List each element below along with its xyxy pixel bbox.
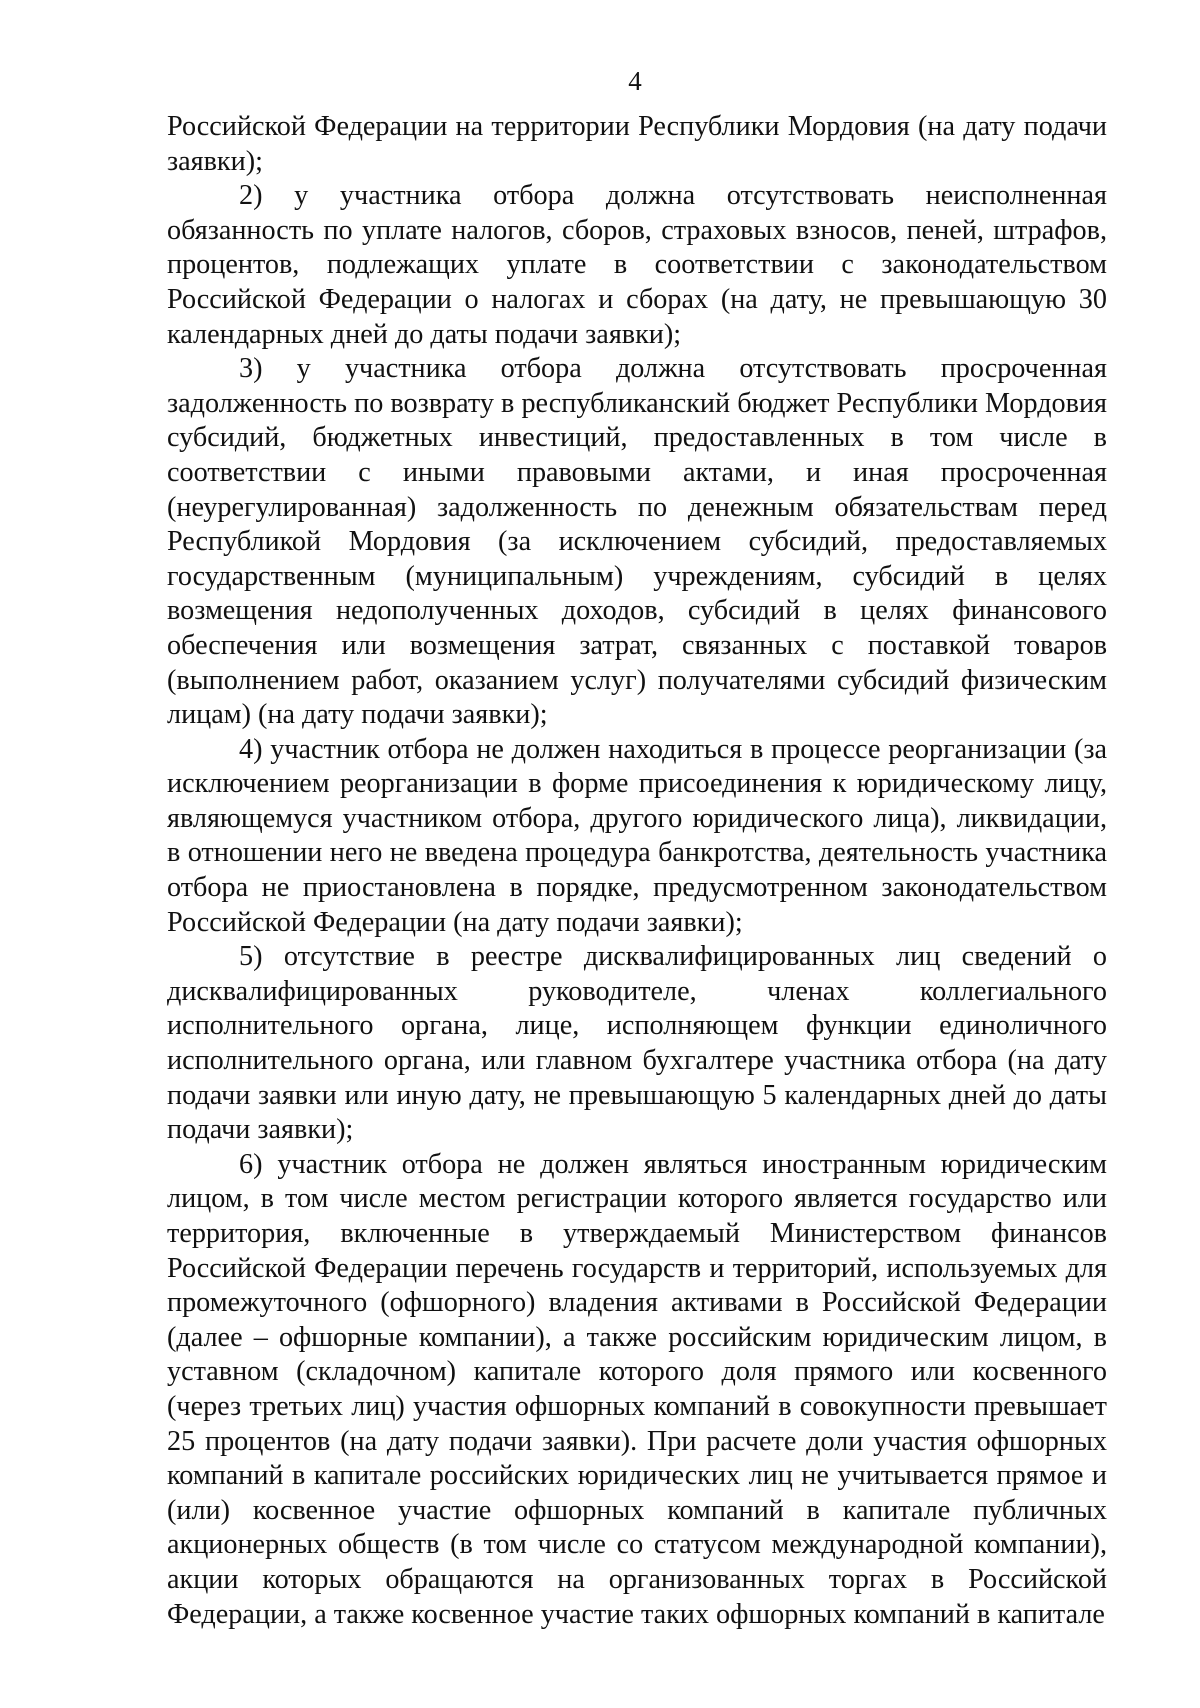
paragraph-item-2: 2) у участника отбора должна отсутствовать неисполненная обязанность по уплате налогов, сборов, страховых взносов, пеней, штрафов, процентов, подлежащих уплате в соответствии с законодательством Российской Федерации о налогах и сборах (на дату, не превышающую 30 календарных дней до даты подачи заявки); <box>167 180 1107 350</box>
page-number: 4 <box>628 66 642 96</box>
paragraph-item-6: 6) участник отбора не должен являться иностранным юридическим лицом, в том числе местом регистрации которого является государство или территория, включенные в утверждаемый Министерством финансов Российской Федерации перечень государств и территорий, используемых для промежуточного (офшорного) владения активами в Российской Федерации (далее – офшорные компании), а также российским юридическим лицом, в уставном (складочном) капитале которого доля прямого или косвенного (через третьих лиц) участия офшорных компаний в совокупности превышает 25 процентов (на дату подачи заявки). При расчете доли участия офшорных компаний в капитале российских юридических лиц не учитывается прямое и (или) косвенное участие офшорных компаний в капитале публичных акционерных обществ (в том числе со статусом международной компании), акции которых обращаются на организованных торгах в Российской Федерации, а также косвенное участие таких офшорных компаний в капитале <box>167 1148 1107 1630</box>
paragraph-item-5: 5) отсутствие в реестре дисквалифицированных лиц сведений о дисквалифицированных руководителе, членах коллегиального исполнительного органа, лице, исполняющем функции единоличного исполнительного органа, или главном бухгалтере участника отбора (на дату подачи заявки или иную дату, не превышающую 5 календарных дней до даты подачи заявки); <box>167 941 1107 1146</box>
document-body <box>167 110 1107 1632</box>
paragraph-item-3: 3) у участника отбора должна отсутствовать просроченная задолженность по возврату в республиканский бюджет Республики Мордовия субсидий, бюджетных инвестиций, предоставленных в том числе в соответствии с иными правовыми актами, и иная просроченная (неурегулированная) задолженность по денежным обязательствам перед Республикой Мордовия (за исключением субсидий, предоставляемых государственным (муниципальным) учреждениям, субсидий в целях возмещения недополученных доходов, субсидий в целях финансового обеспечения или возмещения затрат, связанных с поставкой товаров (выполнением работ, оказанием услуг) получателями субсидий физическим лицам) (на дату подачи заявки); <box>167 353 1107 731</box>
paragraph-continuation: Российской Федерации на территории Республики Мордовия (на дату подачи заявки); <box>167 111 1107 177</box>
paragraph-item-4: 4) участник отбора не должен находиться в процессе реорганизации (за исключением реорганизации в форме присоединения к юридическому лицу, являющемуся участником отбора, другого юридического лица), ликвидации, в отношении него не введена процедура банкротства, деятельность участника отбора не приостановлена в порядке, предусмотренном законодательством Российской Федерации (на дату подачи заявки); <box>167 733 1107 938</box>
